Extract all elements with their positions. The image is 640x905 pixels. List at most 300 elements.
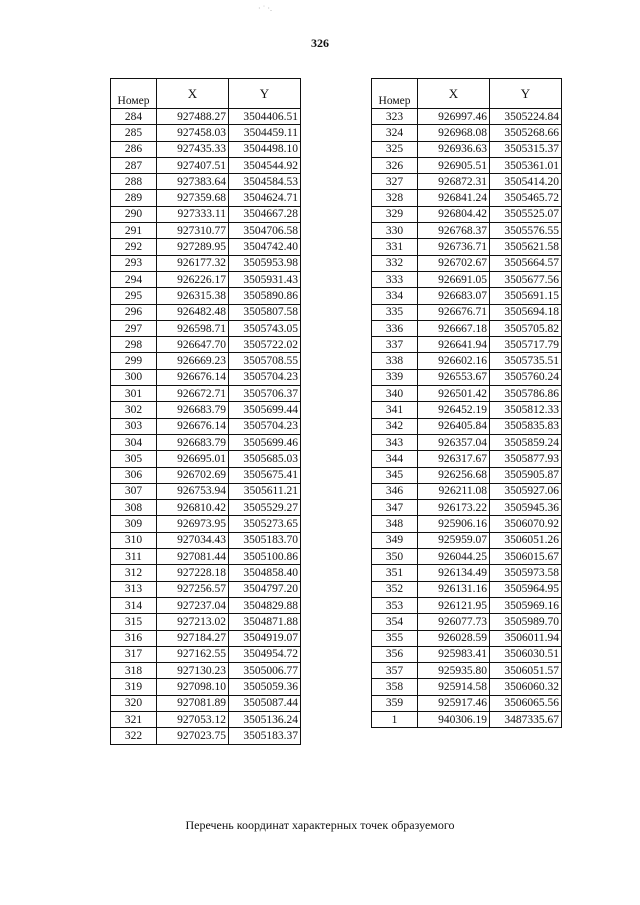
x-coordinate-cell: 926683.07 xyxy=(418,288,490,304)
y-coordinate-cell: 3504919.07 xyxy=(229,630,301,646)
x-coordinate-cell: 927098.10 xyxy=(157,679,229,695)
table-row xyxy=(372,157,562,173)
y-coordinate-cell: 3505969.16 xyxy=(490,597,562,613)
x-coordinate-cell: 926683.79 xyxy=(157,402,229,418)
table-row xyxy=(111,695,301,711)
y-coordinate-cell: 3505611.21 xyxy=(229,483,301,499)
y-coordinate-cell: 3505705.82 xyxy=(490,320,562,336)
y-coordinate-cell: 3505414.20 xyxy=(490,174,562,190)
y-coordinate-cell: 3506030.51 xyxy=(490,646,562,662)
point-number-cell: 303 xyxy=(111,418,157,434)
x-coordinate-cell: 926936.63 xyxy=(418,141,490,157)
point-number-cell: 325 xyxy=(372,141,418,157)
table-row xyxy=(111,271,301,287)
scan-artifact: · ˙ ·. xyxy=(258,4,272,13)
y-coordinate-cell: 3505807.58 xyxy=(229,304,301,320)
x-coordinate-cell: 925906.16 xyxy=(418,516,490,532)
table-row xyxy=(111,711,301,727)
point-number-cell: 338 xyxy=(372,353,418,369)
x-coordinate-cell: 926672.71 xyxy=(157,386,229,402)
point-number-cell: 311 xyxy=(111,549,157,565)
x-coordinate-cell: 927383.64 xyxy=(157,174,229,190)
x-coordinate-cell: 926256.68 xyxy=(418,467,490,483)
point-number-cell: 313 xyxy=(111,581,157,597)
header-x: X xyxy=(418,79,490,109)
table-row xyxy=(111,532,301,548)
table-row xyxy=(372,418,562,434)
table-row xyxy=(372,532,562,548)
point-number-cell: 312 xyxy=(111,565,157,581)
point-number-cell: 285 xyxy=(111,125,157,141)
table-row xyxy=(111,141,301,157)
table-row xyxy=(372,451,562,467)
point-number-cell: 304 xyxy=(111,434,157,450)
point-number-cell: 293 xyxy=(111,255,157,271)
point-number-cell: 359 xyxy=(372,695,418,711)
point-number-cell: 1 xyxy=(372,711,418,727)
table-header-row xyxy=(111,79,301,109)
table-row xyxy=(372,597,562,613)
x-coordinate-cell: 926044.25 xyxy=(418,549,490,565)
table-row xyxy=(111,418,301,434)
y-coordinate-cell: 3504624.71 xyxy=(229,190,301,206)
y-coordinate-cell: 3505677.56 xyxy=(490,271,562,287)
point-number-cell: 351 xyxy=(372,565,418,581)
point-number-cell: 290 xyxy=(111,206,157,222)
table-row xyxy=(111,157,301,173)
y-coordinate-cell: 3505183.37 xyxy=(229,728,301,744)
x-coordinate-cell: 927184.27 xyxy=(157,630,229,646)
point-number-cell: 341 xyxy=(372,402,418,418)
y-coordinate-cell: 3487335.67 xyxy=(490,711,562,727)
x-coordinate-cell: 926736.71 xyxy=(418,239,490,255)
point-number-cell: 320 xyxy=(111,695,157,711)
x-coordinate-cell: 925983.41 xyxy=(418,646,490,662)
coordinates-table-left xyxy=(110,78,301,745)
x-coordinate-cell: 925959.07 xyxy=(418,532,490,548)
table-row xyxy=(372,223,562,239)
y-coordinate-cell: 3505786.86 xyxy=(490,386,562,402)
document-caption: Перечень координат характерных точек образуемого xyxy=(185,818,455,832)
x-coordinate-cell: 926077.73 xyxy=(418,614,490,630)
table-row xyxy=(111,646,301,662)
point-number-cell: 298 xyxy=(111,337,157,353)
point-number-cell: 317 xyxy=(111,646,157,662)
y-coordinate-cell: 3505931.43 xyxy=(229,271,301,287)
y-coordinate-cell: 3505945.36 xyxy=(490,500,562,516)
x-coordinate-cell: 926768.37 xyxy=(418,223,490,239)
y-coordinate-cell: 3505006.77 xyxy=(229,663,301,679)
y-coordinate-cell: 3504459.11 xyxy=(229,125,301,141)
table-row xyxy=(111,581,301,597)
x-coordinate-cell: 926702.67 xyxy=(418,255,490,271)
x-coordinate-cell: 926683.79 xyxy=(157,434,229,450)
table-row xyxy=(111,125,301,141)
point-number-cell: 300 xyxy=(111,369,157,385)
point-number-cell: 342 xyxy=(372,418,418,434)
point-number-cell: 326 xyxy=(372,157,418,173)
y-coordinate-cell: 3506060.32 xyxy=(490,679,562,695)
point-number-cell: 299 xyxy=(111,353,157,369)
table-row xyxy=(372,565,562,581)
point-number-cell: 345 xyxy=(372,467,418,483)
y-coordinate-cell: 3505905.87 xyxy=(490,467,562,483)
table-row xyxy=(111,434,301,450)
point-number-cell: 305 xyxy=(111,451,157,467)
header-x: X xyxy=(157,79,229,109)
point-number-cell: 288 xyxy=(111,174,157,190)
point-number-cell: 354 xyxy=(372,614,418,630)
point-number-cell: 329 xyxy=(372,206,418,222)
y-coordinate-cell: 3505812.33 xyxy=(490,402,562,418)
point-number-cell: 343 xyxy=(372,434,418,450)
y-coordinate-cell: 3504706.58 xyxy=(229,223,301,239)
y-coordinate-cell: 3506051.57 xyxy=(490,663,562,679)
table-row xyxy=(111,467,301,483)
table-row xyxy=(111,630,301,646)
x-coordinate-cell: 926131.16 xyxy=(418,581,490,597)
table-row xyxy=(372,711,562,727)
table-row xyxy=(372,141,562,157)
point-number-cell: 323 xyxy=(372,109,418,125)
table-row xyxy=(111,174,301,190)
y-coordinate-cell: 3505760.24 xyxy=(490,369,562,385)
x-coordinate-cell: 927053.12 xyxy=(157,711,229,727)
table-row xyxy=(372,679,562,695)
table-row xyxy=(372,206,562,222)
point-number-cell: 319 xyxy=(111,679,157,695)
y-coordinate-cell: 3505989.70 xyxy=(490,614,562,630)
y-coordinate-cell: 3505735.51 xyxy=(490,353,562,369)
y-coordinate-cell: 3505059.36 xyxy=(229,679,301,695)
point-number-cell: 322 xyxy=(111,728,157,744)
point-number-cell: 349 xyxy=(372,532,418,548)
y-coordinate-cell: 3505717.79 xyxy=(490,337,562,353)
table-row xyxy=(372,483,562,499)
table-row xyxy=(372,353,562,369)
table-row xyxy=(372,386,562,402)
x-coordinate-cell: 926669.23 xyxy=(157,353,229,369)
x-coordinate-cell: 926177.32 xyxy=(157,255,229,271)
table-row xyxy=(111,614,301,630)
x-coordinate-cell: 926317.67 xyxy=(418,451,490,467)
point-number-cell: 294 xyxy=(111,271,157,287)
x-coordinate-cell: 927407.51 xyxy=(157,157,229,173)
table-row xyxy=(372,255,562,271)
x-coordinate-cell: 926134.49 xyxy=(418,565,490,581)
x-coordinate-cell: 925935.80 xyxy=(418,663,490,679)
table-row xyxy=(111,565,301,581)
y-coordinate-cell: 3506015.67 xyxy=(490,549,562,565)
table-row xyxy=(372,434,562,450)
coordinates-table-right xyxy=(371,78,562,728)
x-coordinate-cell: 927310.77 xyxy=(157,223,229,239)
table-row xyxy=(372,271,562,287)
x-coordinate-cell: 926226.17 xyxy=(157,271,229,287)
header-number: Номер xyxy=(111,79,157,109)
point-number-cell: 337 xyxy=(372,337,418,353)
table-row xyxy=(372,337,562,353)
point-number-cell: 358 xyxy=(372,679,418,695)
table-row xyxy=(111,206,301,222)
table-row xyxy=(372,369,562,385)
y-coordinate-cell: 3505890.86 xyxy=(229,288,301,304)
point-number-cell: 355 xyxy=(372,630,418,646)
table-row xyxy=(111,483,301,499)
point-number-cell: 356 xyxy=(372,646,418,662)
y-coordinate-cell: 3505859.24 xyxy=(490,434,562,450)
table-row xyxy=(111,190,301,206)
point-number-cell: 330 xyxy=(372,223,418,239)
point-number-cell: 289 xyxy=(111,190,157,206)
point-number-cell: 291 xyxy=(111,223,157,239)
table-row xyxy=(372,630,562,646)
x-coordinate-cell: 926905.51 xyxy=(418,157,490,173)
x-coordinate-cell: 926211.08 xyxy=(418,483,490,499)
table-row xyxy=(111,255,301,271)
table-row xyxy=(111,500,301,516)
point-number-cell: 297 xyxy=(111,320,157,336)
y-coordinate-cell: 3505927.06 xyxy=(490,483,562,499)
point-number-cell: 346 xyxy=(372,483,418,499)
x-coordinate-cell: 926691.05 xyxy=(418,271,490,287)
point-number-cell: 328 xyxy=(372,190,418,206)
x-coordinate-cell: 926121.95 xyxy=(418,597,490,613)
table-row xyxy=(372,239,562,255)
y-coordinate-cell: 3505694.18 xyxy=(490,304,562,320)
y-coordinate-cell: 3505973.58 xyxy=(490,565,562,581)
y-coordinate-cell: 3505743.05 xyxy=(229,320,301,336)
x-coordinate-cell: 926676.14 xyxy=(157,418,229,434)
table-row xyxy=(372,549,562,565)
table-row xyxy=(111,223,301,239)
y-coordinate-cell: 3505361.01 xyxy=(490,157,562,173)
point-number-cell: 350 xyxy=(372,549,418,565)
x-coordinate-cell: 926702.69 xyxy=(157,467,229,483)
point-number-cell: 296 xyxy=(111,304,157,320)
y-coordinate-cell: 3504829.88 xyxy=(229,597,301,613)
point-number-cell: 353 xyxy=(372,597,418,613)
table-row xyxy=(372,402,562,418)
x-coordinate-cell: 926872.31 xyxy=(418,174,490,190)
y-coordinate-cell: 3505877.93 xyxy=(490,451,562,467)
y-coordinate-cell: 3505699.44 xyxy=(229,402,301,418)
y-coordinate-cell: 3504871.88 xyxy=(229,614,301,630)
point-number-cell: 316 xyxy=(111,630,157,646)
point-number-cell: 318 xyxy=(111,663,157,679)
point-number-cell: 348 xyxy=(372,516,418,532)
table-row xyxy=(111,369,301,385)
x-coordinate-cell: 926753.94 xyxy=(157,483,229,499)
x-coordinate-cell: 927333.11 xyxy=(157,206,229,222)
x-coordinate-cell: 927359.68 xyxy=(157,190,229,206)
y-coordinate-cell: 3505722.02 xyxy=(229,337,301,353)
point-number-cell: 307 xyxy=(111,483,157,499)
point-number-cell: 347 xyxy=(372,500,418,516)
y-coordinate-cell: 3504797.20 xyxy=(229,581,301,597)
table-row xyxy=(111,549,301,565)
point-number-cell: 357 xyxy=(372,663,418,679)
y-coordinate-cell: 3505465.72 xyxy=(490,190,562,206)
table-row xyxy=(372,663,562,679)
y-coordinate-cell: 3505273.65 xyxy=(229,516,301,532)
x-coordinate-cell: 926676.14 xyxy=(157,369,229,385)
x-coordinate-cell: 927435.33 xyxy=(157,141,229,157)
point-number-cell: 309 xyxy=(111,516,157,532)
y-coordinate-cell: 3504584.53 xyxy=(229,174,301,190)
x-coordinate-cell: 926602.16 xyxy=(418,353,490,369)
table-row xyxy=(111,597,301,613)
table-row xyxy=(372,581,562,597)
y-coordinate-cell: 3504544.92 xyxy=(229,157,301,173)
point-number-cell: 284 xyxy=(111,109,157,125)
point-number-cell: 324 xyxy=(372,125,418,141)
point-number-cell: 308 xyxy=(111,500,157,516)
x-coordinate-cell: 927289.95 xyxy=(157,239,229,255)
x-coordinate-cell: 940306.19 xyxy=(418,711,490,727)
table-row xyxy=(111,679,301,695)
y-coordinate-cell: 3505675.41 xyxy=(229,467,301,483)
x-coordinate-cell: 926997.46 xyxy=(418,109,490,125)
point-number-cell: 334 xyxy=(372,288,418,304)
x-coordinate-cell: 927130.23 xyxy=(157,663,229,679)
table-row xyxy=(372,646,562,662)
header-y: Y xyxy=(490,79,562,109)
table-row xyxy=(111,353,301,369)
y-coordinate-cell: 3505953.98 xyxy=(229,255,301,271)
x-coordinate-cell: 926501.42 xyxy=(418,386,490,402)
point-number-cell: 336 xyxy=(372,320,418,336)
x-coordinate-cell: 926973.95 xyxy=(157,516,229,532)
x-coordinate-cell: 927488.27 xyxy=(157,109,229,125)
y-coordinate-cell: 3504858.40 xyxy=(229,565,301,581)
x-coordinate-cell: 926667.18 xyxy=(418,320,490,336)
point-number-cell: 340 xyxy=(372,386,418,402)
x-coordinate-cell: 927081.44 xyxy=(157,549,229,565)
x-coordinate-cell: 926676.71 xyxy=(418,304,490,320)
table-row xyxy=(372,109,562,125)
point-number-cell: 302 xyxy=(111,402,157,418)
point-number-cell: 315 xyxy=(111,614,157,630)
table-row xyxy=(111,663,301,679)
table-row xyxy=(111,386,301,402)
table-row xyxy=(111,728,301,744)
y-coordinate-cell: 3504498.10 xyxy=(229,141,301,157)
x-coordinate-cell: 927237.04 xyxy=(157,597,229,613)
table-row xyxy=(372,288,562,304)
point-number-cell: 295 xyxy=(111,288,157,304)
header-number: Номер xyxy=(372,79,418,109)
y-coordinate-cell: 3506070.92 xyxy=(490,516,562,532)
point-number-cell: 327 xyxy=(372,174,418,190)
y-coordinate-cell: 3505704.23 xyxy=(229,369,301,385)
y-coordinate-cell: 3506011.94 xyxy=(490,630,562,646)
table-row xyxy=(111,239,301,255)
y-coordinate-cell: 3505704.23 xyxy=(229,418,301,434)
x-coordinate-cell: 926695.01 xyxy=(157,451,229,467)
x-coordinate-cell: 925914.58 xyxy=(418,679,490,695)
table-row xyxy=(111,304,301,320)
y-coordinate-cell: 3505525.07 xyxy=(490,206,562,222)
table-row xyxy=(111,402,301,418)
point-number-cell: 292 xyxy=(111,239,157,255)
x-coordinate-cell: 926357.04 xyxy=(418,434,490,450)
table-row xyxy=(372,304,562,320)
y-coordinate-cell: 3506051.26 xyxy=(490,532,562,548)
x-coordinate-cell: 926641.94 xyxy=(418,337,490,353)
table-row xyxy=(111,109,301,125)
x-coordinate-cell: 926405.84 xyxy=(418,418,490,434)
point-number-cell: 286 xyxy=(111,141,157,157)
y-coordinate-cell: 3504742.40 xyxy=(229,239,301,255)
y-coordinate-cell: 3505685.03 xyxy=(229,451,301,467)
point-number-cell: 331 xyxy=(372,239,418,255)
x-coordinate-cell: 926647.70 xyxy=(157,337,229,353)
y-coordinate-cell: 3505315.37 xyxy=(490,141,562,157)
point-number-cell: 332 xyxy=(372,255,418,271)
point-number-cell: 344 xyxy=(372,451,418,467)
x-coordinate-cell: 926598.71 xyxy=(157,320,229,336)
point-number-cell: 287 xyxy=(111,157,157,173)
point-number-cell: 352 xyxy=(372,581,418,597)
table-row xyxy=(111,516,301,532)
x-coordinate-cell: 926841.24 xyxy=(418,190,490,206)
table-row xyxy=(372,190,562,206)
y-coordinate-cell: 3505183.70 xyxy=(229,532,301,548)
table-row xyxy=(372,695,562,711)
x-coordinate-cell: 927228.18 xyxy=(157,565,229,581)
x-coordinate-cell: 927081.89 xyxy=(157,695,229,711)
y-coordinate-cell: 3505529.27 xyxy=(229,500,301,516)
y-coordinate-cell: 3505664.57 xyxy=(490,255,562,271)
y-coordinate-cell: 3505576.55 xyxy=(490,223,562,239)
point-number-cell: 333 xyxy=(372,271,418,287)
y-coordinate-cell: 3505708.55 xyxy=(229,353,301,369)
header-y: Y xyxy=(229,79,301,109)
table-row xyxy=(111,288,301,304)
x-coordinate-cell: 926968.08 xyxy=(418,125,490,141)
x-coordinate-cell: 927034.43 xyxy=(157,532,229,548)
y-coordinate-cell: 3505621.58 xyxy=(490,239,562,255)
table-row xyxy=(111,337,301,353)
y-coordinate-cell: 3505835.83 xyxy=(490,418,562,434)
point-number-cell: 335 xyxy=(372,304,418,320)
point-number-cell: 321 xyxy=(111,711,157,727)
x-coordinate-cell: 927023.75 xyxy=(157,728,229,744)
y-coordinate-cell: 3505224.84 xyxy=(490,109,562,125)
table-header-row xyxy=(372,79,562,109)
x-coordinate-cell: 925917.46 xyxy=(418,695,490,711)
table-row xyxy=(111,320,301,336)
table-row xyxy=(372,614,562,630)
table-row xyxy=(111,451,301,467)
y-coordinate-cell: 3505699.46 xyxy=(229,434,301,450)
point-number-cell: 301 xyxy=(111,386,157,402)
x-coordinate-cell: 926804.42 xyxy=(418,206,490,222)
x-coordinate-cell: 926315.38 xyxy=(157,288,229,304)
table-row xyxy=(372,174,562,190)
x-coordinate-cell: 927162.55 xyxy=(157,646,229,662)
point-number-cell: 310 xyxy=(111,532,157,548)
x-coordinate-cell: 926173.22 xyxy=(418,500,490,516)
table-row xyxy=(372,500,562,516)
y-coordinate-cell: 3505100.86 xyxy=(229,549,301,565)
x-coordinate-cell: 926452.19 xyxy=(418,402,490,418)
x-coordinate-cell: 927458.03 xyxy=(157,125,229,141)
y-coordinate-cell: 3505087.44 xyxy=(229,695,301,711)
table-row xyxy=(372,516,562,532)
x-coordinate-cell: 926028.59 xyxy=(418,630,490,646)
